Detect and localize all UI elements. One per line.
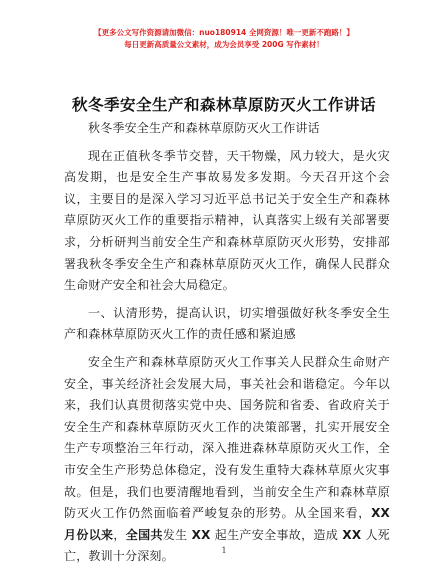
death-count-placeholder: XX: [342, 527, 362, 542]
paragraph-intro: 现在正值秋冬季节交替，天干物燥，风力较大，是火灾高发期，也是安全生产事故易发多发期。今天召开这个会议，主要目的是深入学习习近平总书记关于安全生产和森林草原防灭火工作的重要指示精神，认真落实上级有关部署要求，分析研判当前安全生产和森林草原防灭火形势，安排部署我秋冬季安全生产和森林草原防灭火工作，确保人民群众生命财产安全和社会大局稳定。: [64, 148, 390, 293]
promo-banner-line-2: 每日更新高质量公文素材，成为会员享受 200G 写作素材！: [124, 40, 324, 49]
paragraph-situation-text-2: 发生: [162, 527, 192, 542]
paragraph-situation-text-3: 起生产安全事故，造成: [210, 527, 343, 542]
promo-banner: [0, 27, 448, 51]
page-number: 1: [221, 546, 227, 555]
document-subtitle: 秋冬季安全生产和森林草原防灭火工作讲话: [88, 121, 320, 135]
document-title: 秋冬季安全生产和森林草原防灭火工作讲话: [71, 96, 376, 114]
document-body: [64, 118, 390, 568]
comma: ，: [113, 527, 126, 542]
paragraph-situation: [64, 352, 390, 568]
paragraph-situation-text: 安全生产和森林草原防灭火工作事关人民群众生命财产安全，事关经济社会发展大局，事关社会和谐稳定。今年以来，我们认真贯彻落实党中央、国务院和省委、省政府关于安全生产和森林草原防灭火工作的决策部署，扎实开展安全生产专项整治三年行动，深入推进森林草原防灭火工作，全市安全生产形势总体稳定，没有发生重特大森林草原火灾事故。但是，我们也要清醒地看到，当前安全生产和森林草原防灭火工作仍然面临着严峻复杂的形势。从全国来看，: [64, 354, 390, 521]
promo-banner-line-1: 【更多公文写作资源请加微信：nuo180914 全网资源！唯一更新不跑路！】: [94, 28, 354, 37]
nationwide-total: 全国共: [125, 527, 163, 542]
accident-count-placeholder: XX: [191, 527, 211, 542]
month-placeholder: XX 月份以来: [64, 506, 390, 542]
paragraph-situation-text-4: 人死亡，教训十分深刻。: [64, 527, 390, 564]
section-heading-1: 一、认清形势，提高认识，切实增强做好秋冬季安全生产和森林草原防灭火工作的责任感和紧迫感: [64, 305, 390, 342]
